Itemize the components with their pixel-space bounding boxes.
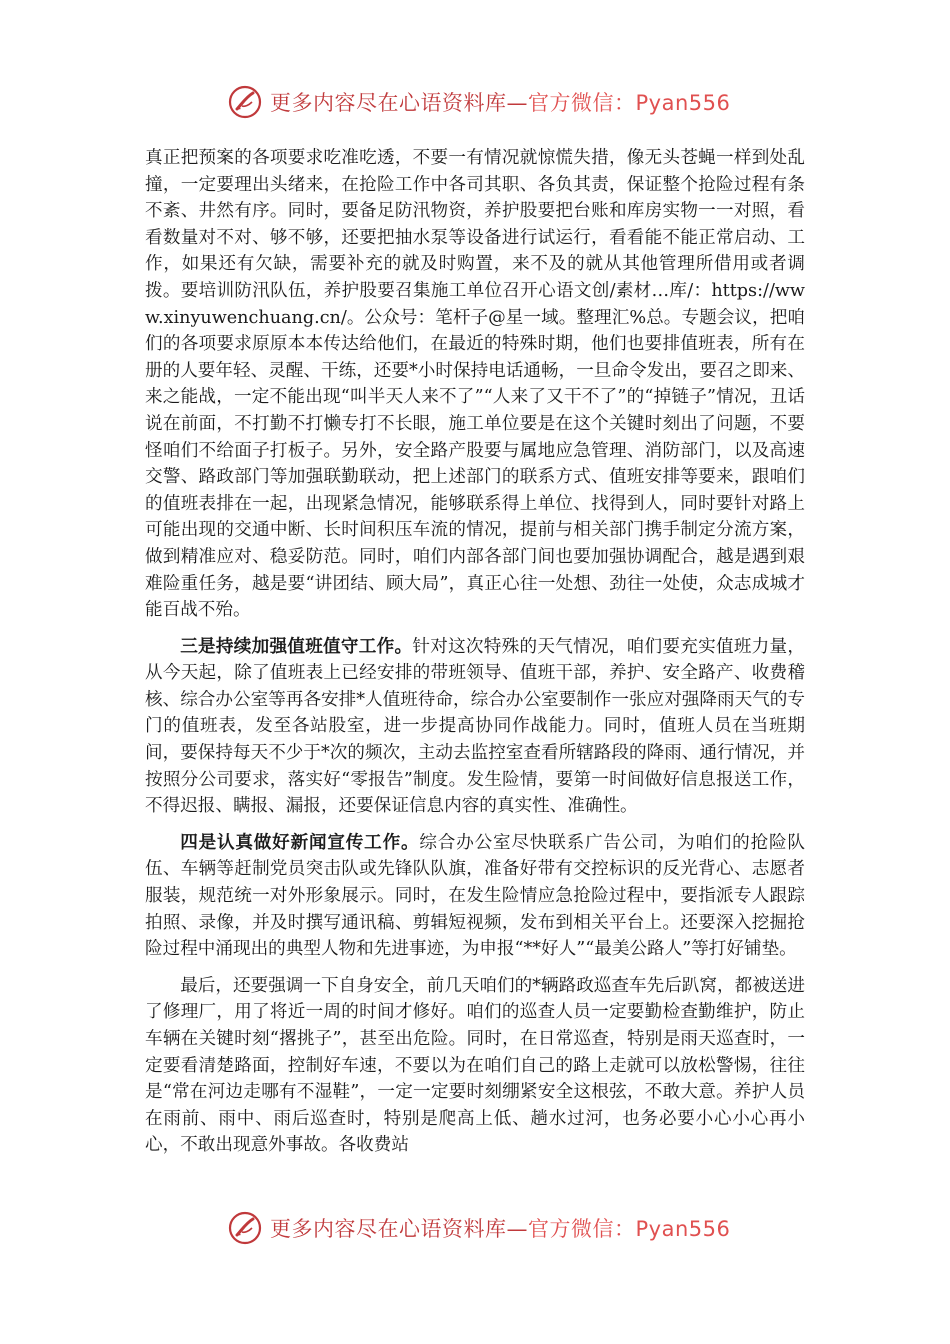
- paragraph: 最后，还要强调一下自身安全，前几天咱们的*辆路政巡查车先后趴窝，都被送进了修理厂，用了将近一周的时间才修好。咱们的巡查人员一定要勤检查勤维护，防止车辆在关键时刻“撂挑子”，甚至出危险。同时，在日常巡查，特别是雨天巡查时，一定要看清楚路面，控制好车速，不要以为在咱们自己的路上走就可以放松警惕，往往是“常在河边走哪有不湿鞋”，一定一定要时刻绷紧安全这根弦，不敢大意。养护人员在雨前、雨中、雨后巡查时，特别是爬高上低、趟水过河，也务必要小心小心再小心，不敢出现意外事故。各收费站: [145, 975, 805, 1156]
- paragraph: 四是认真做好新闻宣传工作。综合办公室尽快联系广告公司，为咱们的抢险队伍、车辆等赶制党员突击队或先锋队队旗，准备好带有交控标识的反光背心、志愿者服装，规范统一对外形象展示。同时，在发生险情应急抢险过程中，要指派专人跟踪拍照、录像，并及时撰写通讯稿、剪辑短视频，发布到相关平台上。还要深入挖掘抢险过程中涌现出的典型人物和先进事迹，为申报“**好人”“最美公路人”等打好铺垫。: [145, 831, 805, 960]
- paragraph: 真正把预案的各项要求吃准吃透，不要一有情况就惊慌失措，像无头苍蝇一样到处乱撞，一定要理出头绪来，在抢险工作中各司其职、各负其责，保证整个抢险过程有条不紊、井然有序。同时，要备足防汛物资，养护股要把台账和库房实物一一对照，看看数量对不对、够不够，还要把抽水泵等设备进行试运行，看看能不能正常启动、工作，如果还有欠缺，需要补充的就及时购置，来不及的就从其他管理所借用或者调拨。要培训防汛队伍，养护股要召集施工单位召开心语文创/素材…库/：https://www.xinyuwenchuang.cn/。公众号：笔杆子@星一域。整理汇%总。专题会议，把咱们的各项要求原原本本传达给他们，在最近的特殊时期，他们也要排值班表，所有在册的人要年轻、灵醒、干练，还要*小时保持电话通畅，一旦命令发出，要召之即来、来之能战，一定不能出现“叫半天人来不了”“人来了又干不了”的“掉链子”情况，丑话说在前面，不打勤不打懒专打不长眼，施工单位要是在这个关键时刻出了问题，不要怪咱们不给面子打板子。另外，安全路产股要与属地应急管理、消防部门，以及高速交警、路政部门等加强联勤联动，把上述部门的联系方式、值班安排等要来，跟咱们的值班表排在一起，出现紧急情况，能够联系得上单位、找得到人，同时要针对路上可能出现的交通中断、长时间积压车流的情况，提前与相关部门携手制定分流方案，做到精准应对、稳妥防范。同时，咱们内部各部门间也要加强协调配合，越是遇到艰难险重任务，越是要“讲团结、顾大局”，真正心往一处想、劲往一处使，众志成城才能百战不殆。: [145, 148, 805, 621]
- banner-title: 更多内容尽在心语资料库—官方微信：Pyan556: [270, 91, 731, 115]
- paragraph-heading: 四是认真做好新闻宣传工作。: [180, 831, 420, 853]
- document-body: [145, 145, 805, 1159]
- banner-title: 更多内容尽在心语资料库—官方微信：Pyan556: [270, 1217, 731, 1241]
- paragraph-heading: 三是持续加强值班值守工作。: [180, 635, 413, 657]
- banner-wechat: 官方微信：Pyan556: [528, 1217, 731, 1241]
- header-banner: [228, 82, 730, 122]
- brush-logo-icon: [228, 1211, 262, 1245]
- paragraph: 三是持续加强值班值守工作。针对这次特殊的天气情况，咱们要充实值班力量，从今天起，除了值班表上已经安排的带班领导、值班干部，养护、安全路产、收费稽核、综合办公室等再各安排*人值班待命，综合办公室要制作一张应对强降雨天气的专门的值班表，发至各站股室，进一步提高协同作战能力。同时，值班人员在当班期间，要保持每天不少于*次的频次，主动去监控室查看所辖路段的降雨、通行情况，并按照分公司要求，落实好“零报告”制度。发生险情，要第一时间做好信息报送工作，不得迟报、瞒报、漏报，还要保证信息内容的真实性、准确性。: [145, 635, 805, 817]
- footer-banner: [228, 1208, 730, 1248]
- banner-wechat: 官方微信：Pyan556: [528, 91, 731, 115]
- brush-logo-icon: [228, 85, 262, 119]
